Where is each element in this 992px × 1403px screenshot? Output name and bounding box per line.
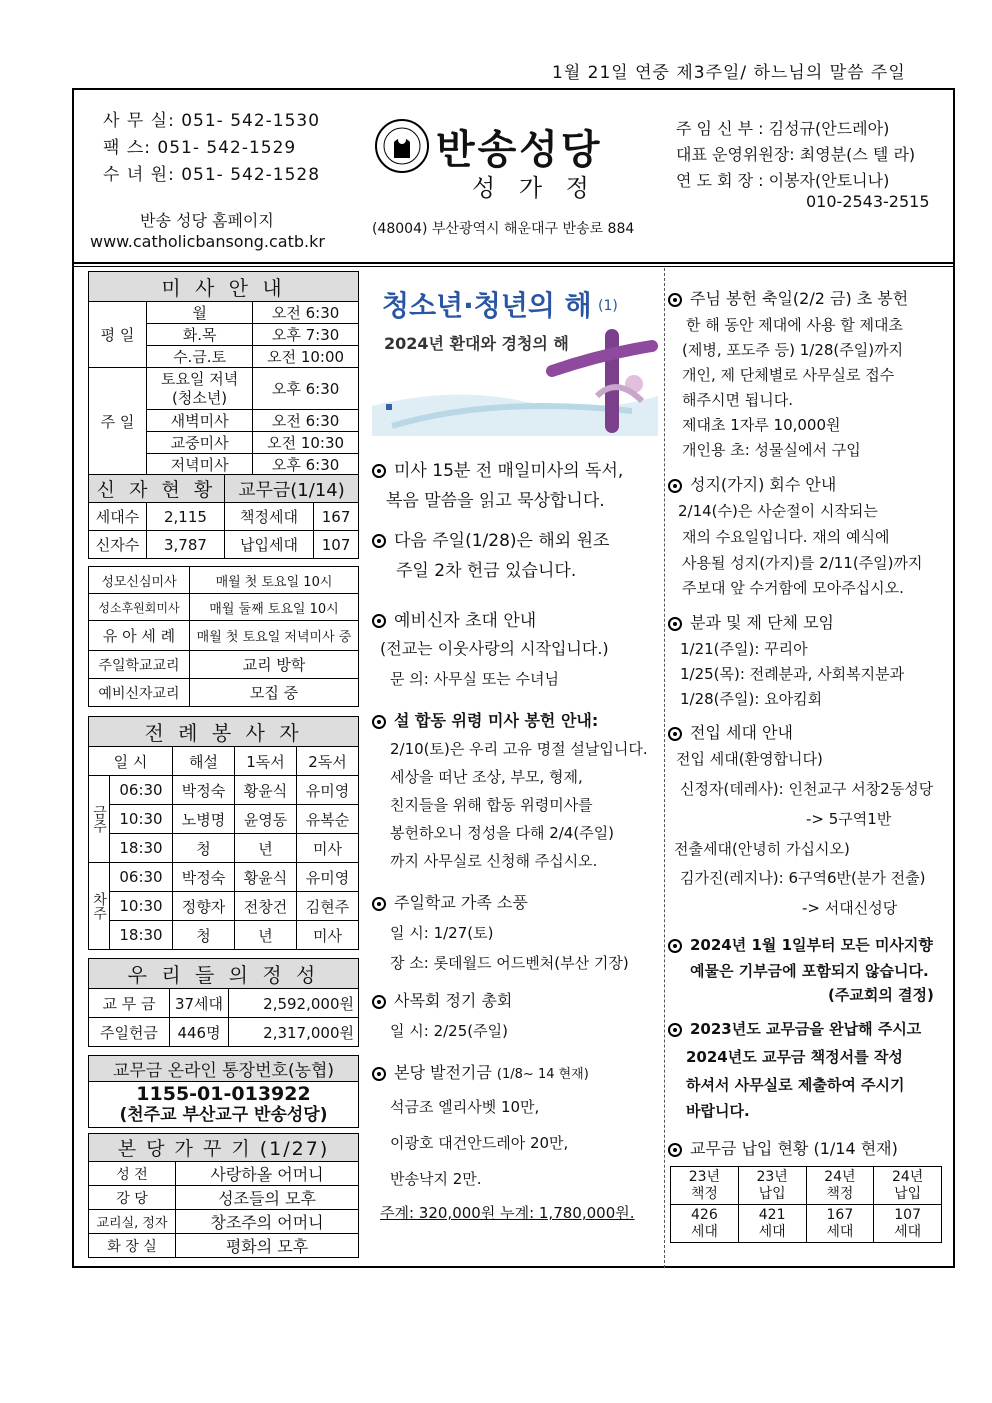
- decor-group: 평화의 모후: [176, 1234, 359, 1258]
- notice-text: 문 의: 사무실 또는 수녀님: [390, 670, 560, 688]
- mass-time: 오후 6:30: [253, 368, 359, 410]
- notice-text: 봉헌하오니 정성을 다해 2/4(주일): [390, 824, 615, 842]
- notice-text: 까지 사무실로 신청해 주십시오.: [390, 852, 598, 870]
- notice-1: [372, 456, 623, 481]
- decor-title: 본 당 가 꾸 기 (1/27): [89, 1134, 359, 1162]
- banner-number: (1): [598, 298, 618, 314]
- notice-text: 한 해 동안 제대에 사용 할 제대초: [686, 316, 903, 334]
- this-week-label: 금주: [89, 776, 110, 863]
- bullet-icon: [668, 1023, 682, 1037]
- notice-text: 재의 수요일입니다. 재의 예식에: [682, 528, 890, 546]
- liturgy-cell: 전창건: [235, 892, 297, 921]
- notice-6: [372, 988, 512, 1011]
- members-title: 신 자 현 황: [89, 475, 225, 503]
- bullet-icon: [668, 727, 682, 741]
- notice-text: 1/28(주일): 요아킴회: [680, 690, 823, 708]
- notice-text: 미사 15분 전 매일미사의 독서,: [394, 461, 624, 481]
- notice-text: 신정자(데레사): 인천교구 서창2동성당: [680, 780, 934, 798]
- liturgy-cell: 18:30: [110, 834, 173, 863]
- dues-status-value: 167 세대: [806, 1205, 874, 1243]
- liturgy-cell: 유미영: [297, 863, 359, 892]
- notice-text: 주일 2차 헌금 있습니다.: [396, 561, 577, 581]
- event-name: 유 아 세 례: [89, 621, 190, 651]
- notice-heading: 주님 봉헌 축일(2/2 금) 초 봉헌: [690, 289, 909, 308]
- notice-heading: 예비신자 초대 안내: [394, 611, 537, 631]
- liturgy-cell: 18:30: [110, 921, 173, 950]
- liturgy-header: 2독서: [297, 747, 359, 776]
- notice-text: 2023년도 교무금을 완납해 주시고: [690, 1020, 922, 1038]
- notice-text: 2/14(수)은 사순절이 시작되는: [678, 502, 878, 520]
- right-notice-3: [668, 610, 834, 633]
- notice-3: [372, 606, 536, 631]
- event-when: 매월 둘째 토요일 10시: [190, 594, 359, 621]
- mass-time: 오후 7:30: [253, 324, 359, 346]
- liturgy-cell: 유미영: [297, 776, 359, 805]
- banner-title: 청소년·청년의 해: [382, 289, 592, 322]
- next-week-label: 차주: [89, 863, 110, 950]
- notice-text: 1/21(주일): 꾸리아: [680, 640, 808, 658]
- mass-day: 화.목: [147, 324, 253, 346]
- fax-number: 팩 스: 051- 542-1529: [103, 138, 297, 158]
- elder-chair: 연 도 회 장 : 이봉자(안토니나): [676, 171, 890, 190]
- sunday-offering-label: 주일헌금: [89, 1018, 170, 1047]
- convent-phone: 수 녀 원: 051- 542-1528: [103, 165, 321, 185]
- notice-text: 2/10(토)은 우리 고유 명절 설날입니다.: [390, 740, 648, 758]
- notice-text: 장 소: 롯데월드 어드벤처(부산 기장): [390, 954, 629, 972]
- mass-time: 오전 10:30: [253, 432, 359, 454]
- notice-text: 친지들을 위해 합동 위령미사를: [390, 796, 593, 814]
- liturgy-cell: 유복순: [297, 805, 359, 834]
- mass-time: 오전 10:00: [253, 346, 359, 368]
- liturgy-cell: 10:30: [110, 805, 173, 834]
- bullet-icon: [668, 939, 682, 953]
- church-logo-icon: [374, 118, 430, 174]
- decor-group: 사랑하올 어머니: [176, 1162, 359, 1186]
- homepage-label: 반송 성당 홈페이지: [140, 211, 274, 230]
- liturgy-header: 일 시: [89, 747, 173, 776]
- mass-day: 월: [147, 302, 253, 324]
- notice-text: 개인용 초: 성물실에서 구입: [682, 441, 861, 459]
- notice-text: 다음 주일(1/28)은 해외 원조: [394, 531, 610, 551]
- banner-subtitle: 2024년 환대와 경청의 해: [384, 334, 569, 353]
- liturgy-cell: 06:30: [110, 776, 173, 805]
- liturgy-cell: 미사: [297, 921, 359, 950]
- notice-text: (전교는 이웃사랑의 시작입니다.): [380, 639, 609, 658]
- notice-text: 석금조 엘리사벳 10만,: [390, 1098, 540, 1116]
- liturgy-cell: 미사: [297, 834, 359, 863]
- bulletin-date: 1월 21일 연중 제3주일/ 하느님의 말씀 주일: [552, 63, 906, 83]
- mass-day: 토요일 저녁 (청소년): [147, 368, 253, 410]
- liturgy-title: 전 례 봉 사 자: [89, 717, 359, 747]
- notice-text: 김가진(레지나): 6구역6반(분가 전출): [680, 869, 926, 887]
- paid-value: 107: [314, 531, 359, 559]
- bullet-icon: [668, 1143, 682, 1157]
- notice-total: 주계: 320,000원 누계: 1,780,000원.: [380, 1204, 635, 1222]
- decor-group: 성조들의 모후: [176, 1186, 359, 1210]
- notice-heading: 전입 세대 안내: [690, 723, 793, 742]
- liturgy-cell: 윤영동: [235, 805, 297, 834]
- event-name: 주일학교교리: [89, 651, 190, 679]
- dues-status-value: 426 세대: [671, 1205, 739, 1243]
- decor-place: 화 장 실: [89, 1234, 176, 1258]
- households-label: 세대수: [89, 503, 147, 531]
- liturgy-header: 1독서: [235, 747, 297, 776]
- notice-text: (제병, 포도주 등) 1/28(주일)까지: [682, 341, 904, 359]
- sunday-offering-count: 446명: [170, 1018, 229, 1047]
- notice-text: 개인, 제 단체별로 사무실로 접수: [682, 366, 895, 384]
- liturgy-cell: 청: [173, 834, 235, 863]
- bullet-icon: [372, 1067, 386, 1081]
- notice-text: 예물은 기부금에 포함되지 않습니다.: [690, 962, 929, 980]
- liturgy-cell: 년: [235, 834, 297, 863]
- notice-text: 바랍니다.: [686, 1102, 750, 1120]
- right-notice-4: [668, 720, 793, 743]
- liturgy-cell: 박정숙: [173, 863, 235, 892]
- bullet-icon: [372, 534, 386, 548]
- right-notice-1: [668, 286, 908, 309]
- notice-text: 일 시: 1/27(토): [390, 924, 494, 942]
- members-table: [88, 474, 359, 559]
- right-notice-6: [668, 1018, 921, 1039]
- notice-text: 사용될 성지(가지)를 2/11(주일)까지: [682, 554, 923, 572]
- bullet-icon: [372, 464, 386, 478]
- bank-account-number: 1155-01-013922: [136, 1082, 311, 1105]
- bullet-icon: [668, 293, 682, 307]
- paid-label: 납입세대: [224, 531, 313, 559]
- dues-status-header: 24년 납입: [874, 1167, 942, 1205]
- column-divider: [664, 268, 665, 1268]
- liturgy-header: 해설: [173, 747, 235, 776]
- believers-label: 신자수: [89, 531, 147, 559]
- decor-place: 성 전: [89, 1162, 176, 1186]
- notice-text: 1/25(목): 전례분과, 사회복지분과: [680, 665, 905, 683]
- church-name: 반송성당: [436, 127, 603, 173]
- mass-time: 오전 6:30: [253, 410, 359, 432]
- dues-status-table: [670, 1166, 942, 1243]
- notice-text: 전입 세대(환영합니다): [676, 750, 823, 768]
- notice-text: 제대초 1자루 10,000원: [682, 416, 841, 434]
- notice-text: 일 시: 2/25(주일): [390, 1022, 508, 1040]
- pledged-label: 책정세대: [224, 503, 313, 531]
- notice-heading: 사목회 정기 총회: [394, 991, 513, 1010]
- event-when: 매월 첫 토요일 저녁미사 중: [190, 621, 359, 651]
- bullet-icon: [372, 715, 386, 729]
- events-table: [88, 566, 359, 707]
- mass-day: 수.금.토: [147, 346, 253, 368]
- notice-text: -> 5구역1반: [806, 810, 892, 828]
- event-when: 모집 중: [190, 679, 359, 707]
- decor-table: [88, 1133, 359, 1258]
- church-family: 성 가 정: [472, 174, 597, 202]
- mass-time: 오후 6:30: [253, 454, 359, 476]
- church-address: (48004) 부산광역시 해운대구 반송로 884: [372, 221, 635, 237]
- pledged-value: 167: [314, 503, 359, 531]
- notice-4: [372, 708, 598, 731]
- notice-7: [372, 1060, 589, 1083]
- right-notice-2: [668, 472, 836, 495]
- notice-heading: 분과 및 제 단체 모임: [690, 613, 834, 632]
- council-chair: 대표 운영위원장: 최영분(스 텔 라): [676, 145, 916, 164]
- liturgy-table: [88, 716, 359, 950]
- bullet-icon: [372, 897, 386, 911]
- event-when: 교리 방학: [190, 651, 359, 679]
- bank-title: 교무금 온라인 통장번호(농협): [89, 1056, 359, 1082]
- bullet-icon: [372, 995, 386, 1009]
- notice-2: [372, 526, 609, 551]
- notice-subheading: (1/8~ 14 현재): [496, 1067, 589, 1082]
- liturgy-cell: 06:30: [110, 863, 173, 892]
- notice-text: 2024년도 교무금 책정서를 작성: [686, 1048, 903, 1066]
- elder-phone: 010-2543-2515: [806, 192, 930, 211]
- mass-schedule-table: [88, 271, 359, 476]
- mass-title: 미 사 안 내: [89, 272, 359, 302]
- notice-heading: 주일학교 가족 소풍: [394, 893, 528, 912]
- liturgy-cell: 황윤식: [235, 776, 297, 805]
- decor-place: 교리실, 정자: [89, 1210, 176, 1234]
- right-notice-5: [668, 934, 933, 955]
- event-name: 성소후원회미사: [89, 594, 190, 621]
- header-divider: [72, 262, 955, 264]
- dues-status-value: 107 세대: [874, 1205, 942, 1243]
- mass-day: 교중미사: [147, 432, 253, 454]
- pastor: 주 임 신 부 : 김성규(안드레아): [676, 119, 890, 138]
- event-when: 매월 첫 토요일 10시: [190, 567, 359, 594]
- office-phone: 사 무 실: 051- 542-1530: [103, 111, 321, 131]
- liturgy-cell: 정향자: [173, 892, 235, 921]
- event-name: 예비신자교리: [89, 679, 190, 707]
- notice-5: [372, 890, 528, 913]
- decor-place: 강 당: [89, 1186, 176, 1210]
- notice-heading: 설 합동 위령 미사 봉헌 안내:: [394, 711, 599, 730]
- notice-text: 전출세대(안녕히 가십시오): [674, 840, 850, 858]
- notice-text: 하셔서 사무실로 제출하여 주시기: [686, 1076, 905, 1094]
- bullet-icon: [668, 617, 682, 631]
- notice-text: -> 서대신성당: [802, 899, 898, 917]
- notice-text: 세상을 떠난 조상, 부모, 형제,: [390, 768, 583, 786]
- mass-day: 새벽미사: [147, 410, 253, 432]
- notice-heading: 본당 발전기금: [394, 1063, 492, 1082]
- liturgy-cell: 청: [173, 921, 235, 950]
- notice-subheading: (1/14 현재): [813, 1139, 898, 1158]
- notice-text: 이광호 대건안드레아 20만,: [390, 1134, 569, 1152]
- bank-account-holder: (천주교 부산교구 반송성당): [119, 1104, 328, 1125]
- notice-text: 반송낙지 2만.: [390, 1170, 482, 1188]
- mass-time: 오전 6:30: [253, 302, 359, 324]
- dues-status-value: 421 세대: [738, 1205, 806, 1243]
- notice-heading: 성지(가지) 회수 안내: [690, 475, 837, 494]
- liturgy-cell: 노병명: [173, 805, 235, 834]
- bank-table: [88, 1055, 359, 1128]
- notice-text: 2024년 1월 1일부터 모든 미사지향: [690, 936, 933, 954]
- mass-day: 저녁미사: [147, 454, 253, 476]
- liturgy-cell: 년: [235, 921, 297, 950]
- dues-amount: 2,592,000원: [229, 989, 359, 1018]
- notice-text: (주교회의 결정): [828, 986, 934, 1004]
- dues-count: 37세대: [170, 989, 229, 1018]
- weekday-label: 평 일: [89, 302, 147, 368]
- sunday-offering-amount: 2,317,000원: [229, 1018, 359, 1047]
- dues-status-header: 23년 책정: [671, 1167, 739, 1205]
- dues-status-header: 23년 납입: [738, 1167, 806, 1205]
- event-name: 성모신심미사: [89, 567, 190, 594]
- notice-text: 복음 말씀을 읽고 묵상합니다.: [386, 491, 605, 511]
- right-notice-7: [668, 1136, 898, 1159]
- liturgy-cell: 김현주: [297, 892, 359, 921]
- decor-group: 창조주의 어머니: [176, 1210, 359, 1234]
- notice-text: 주보대 앞 수거함에 모아주십시오.: [682, 579, 904, 597]
- homepage-url[interactable]: www.catholicbansong.catb.kr: [90, 232, 325, 251]
- believers-value: 3,787: [147, 531, 225, 559]
- dues-title: 교무금(1/14): [224, 475, 358, 503]
- liturgy-cell: 황윤식: [235, 863, 297, 892]
- bullet-icon: [668, 479, 682, 493]
- youth-year-banner: [372, 276, 658, 436]
- liturgy-cell: 박정숙: [173, 776, 235, 805]
- bullet-icon: [372, 614, 386, 628]
- sunday-label: 주 일: [89, 368, 147, 476]
- offering-title: 우 리 들 의 정 성: [89, 959, 359, 989]
- dues-label: 교 무 금: [89, 989, 170, 1018]
- notice-heading: 교무금 납입 현황: [690, 1139, 809, 1158]
- dues-status-header: 24년 책정: [806, 1167, 874, 1205]
- liturgy-cell: 10:30: [110, 892, 173, 921]
- notice-text: 해주시면 됩니다.: [682, 391, 793, 409]
- households-value: 2,115: [147, 503, 225, 531]
- header-divider-inner: [72, 266, 955, 267]
- offering-table: [88, 958, 359, 1047]
